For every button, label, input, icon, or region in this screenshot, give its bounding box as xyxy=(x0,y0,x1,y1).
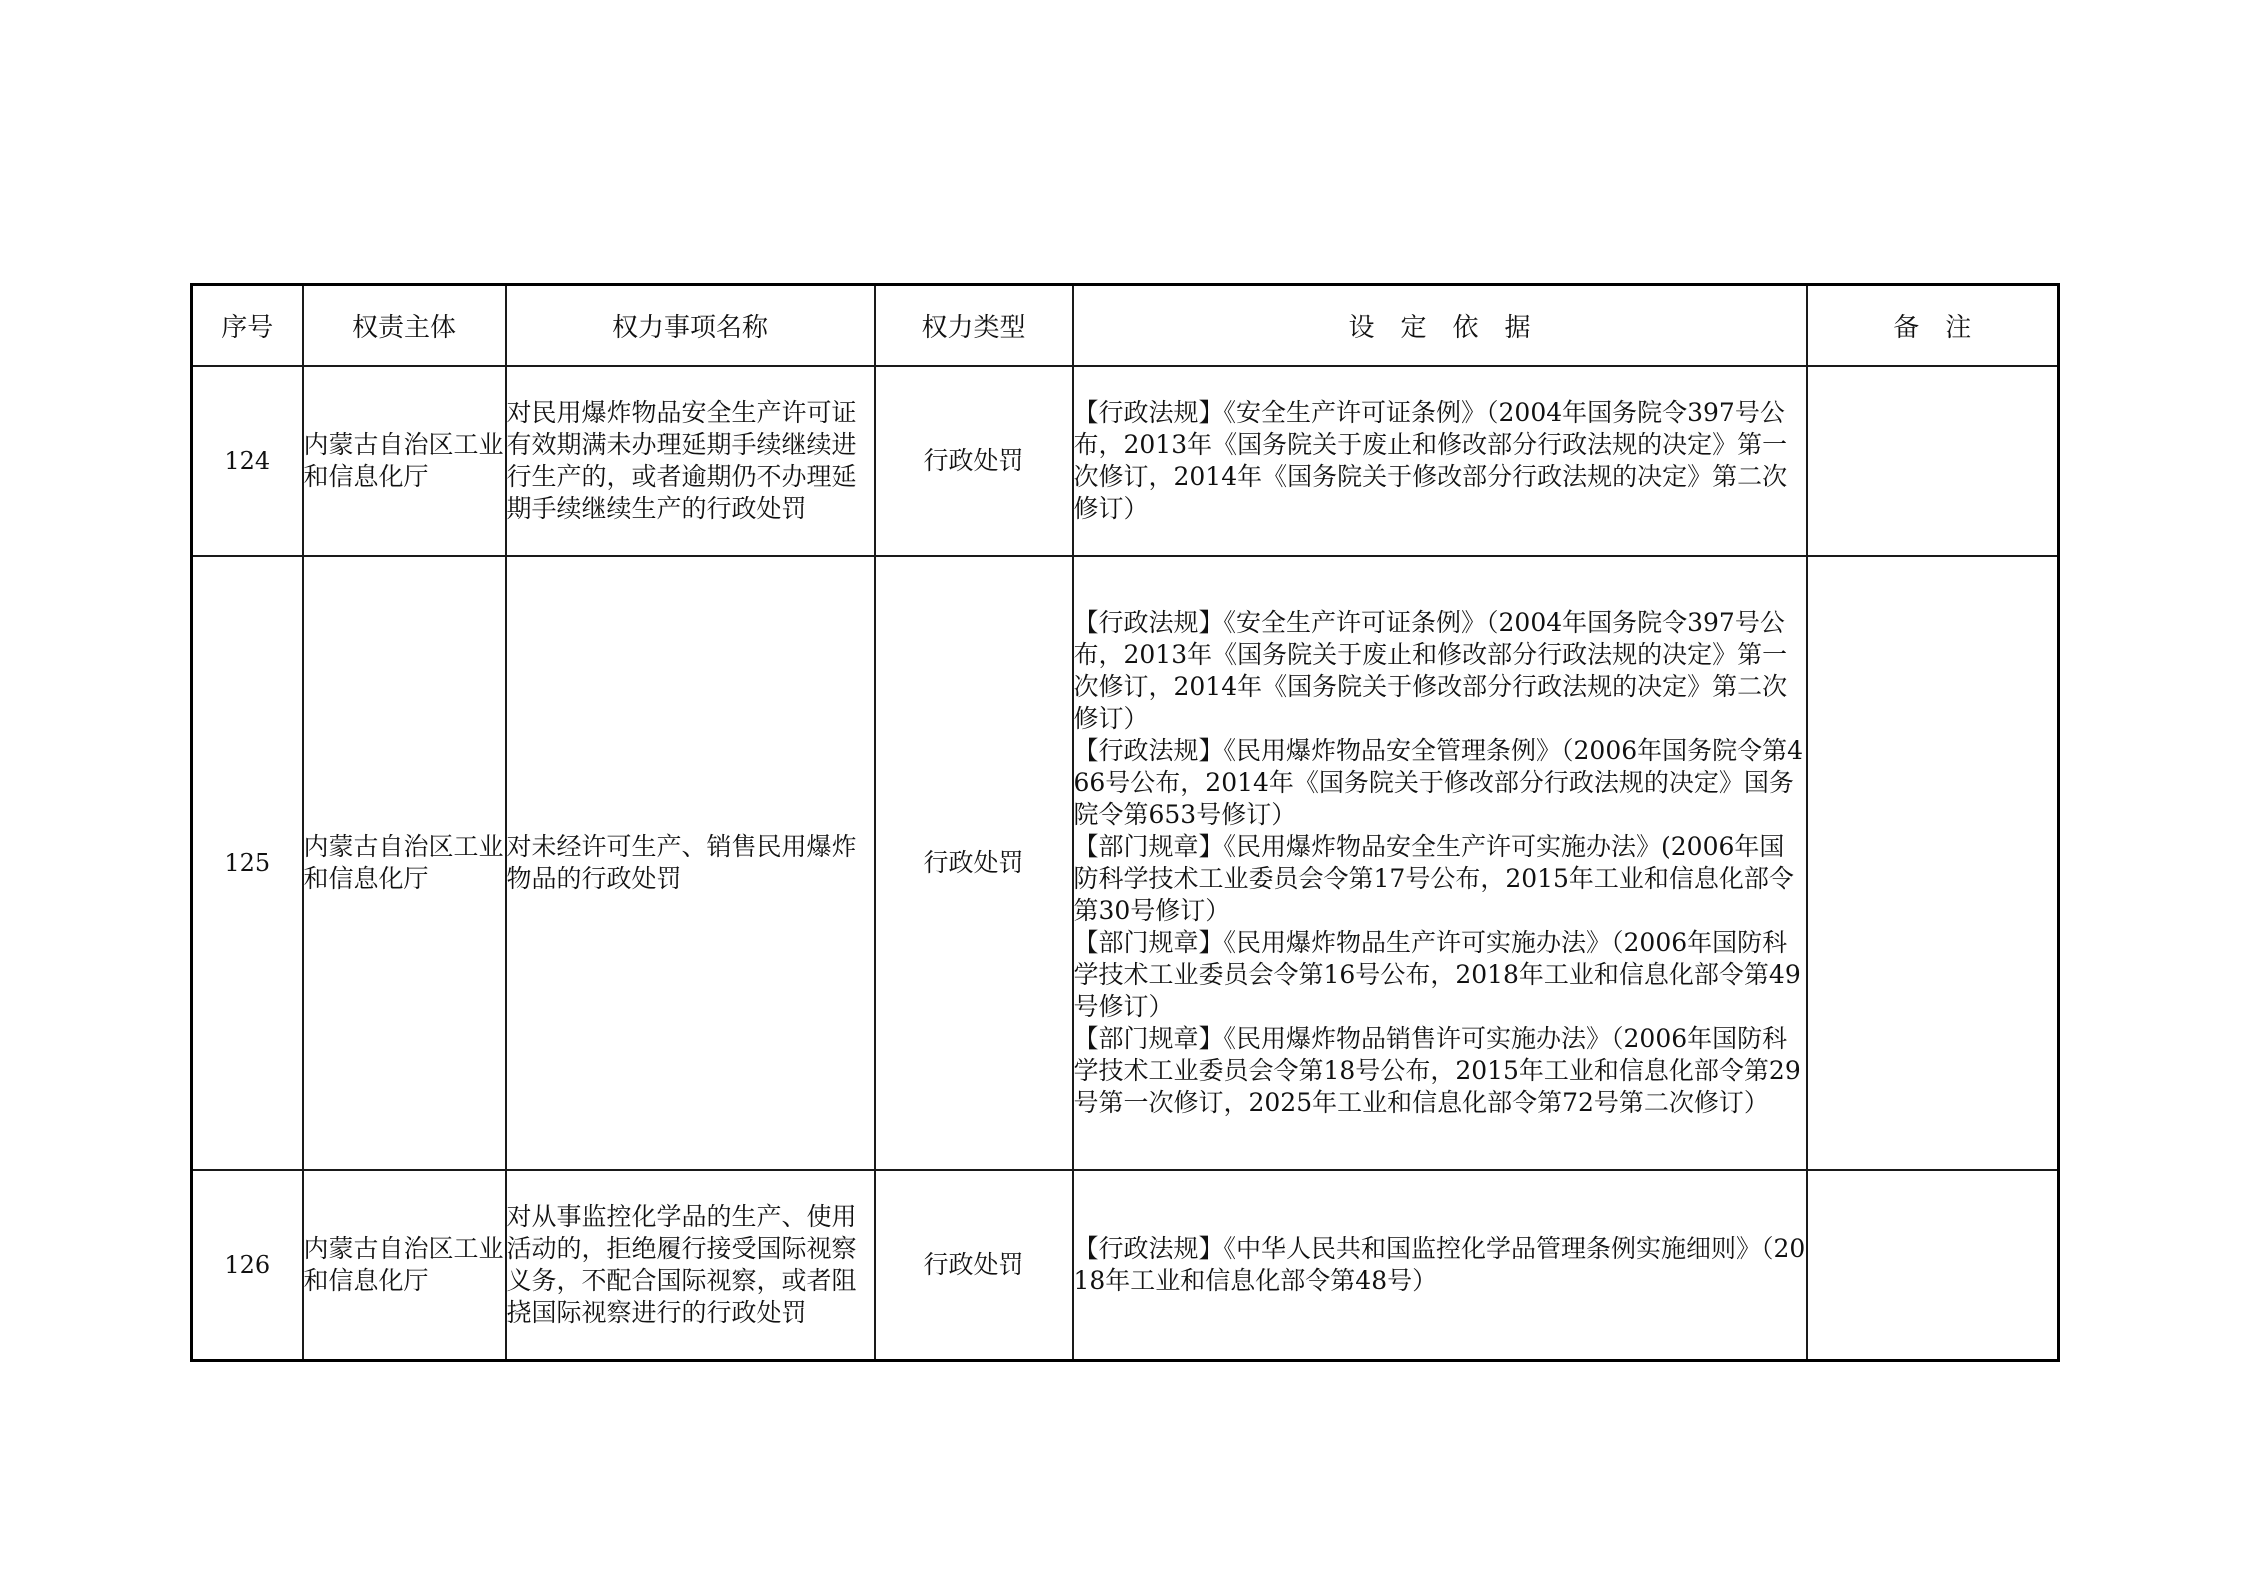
row-power-type: 行政处罚 xyxy=(875,556,1073,1170)
basis-entry: 【行政法规】《安全生产许可证条例》（2004年国务院令397号公布，2013年《国务院关于废止和修改部分行政法规的决定》第一次修订，2014年《国务院关于修改部分行政法规的决定》第二次修订） xyxy=(1073,608,1788,733)
basis-entry: 【部门规章】《民用爆炸物品销售许可实施办法》（2006年国防科学技术工业委员会令第18号公布，2015年工业和信息化部令第29号第一次修订，2025年工业和信息化部令第72号第二次修订） xyxy=(1073,1024,1801,1117)
row-agency: 内蒙古自治区工业和信息化厅 xyxy=(303,1170,506,1360)
header-power-type: 权力类型 xyxy=(875,285,1073,367)
header-agency: 权责主体 xyxy=(303,285,506,367)
row-basis xyxy=(1073,1170,1807,1360)
row-item-name: 对民用爆炸物品安全生产许可证有效期满未办理延期手续继续进行生产的，或者逾期仍不办理延期手续继续生产的行政处罚 xyxy=(506,366,875,556)
header-seq: 序号 xyxy=(192,285,303,367)
table-row xyxy=(192,1170,2059,1360)
row-remark xyxy=(1807,366,2059,556)
row-item-name: 对未经许可生产、销售民用爆炸物品的行政处罚 xyxy=(506,556,875,1170)
table-row xyxy=(192,556,2059,1170)
row-agency: 内蒙古自治区工业和信息化厅 xyxy=(303,556,506,1170)
basis-entry: 【部门规章】《民用爆炸物品生产许可实施办法》（2006年国防科学技术工业委员会令第16号公布，2018年工业和信息化部令第49号修订） xyxy=(1073,928,1801,1021)
basis-entry: 【行政法规】《中华人民共和国监控化学品管理条例实施细则》（2018年工业和信息化部令第48号） xyxy=(1073,1233,1806,1295)
table-row xyxy=(192,366,2059,556)
row-power-type: 行政处罚 xyxy=(875,366,1073,556)
row-seq: 126 xyxy=(192,1170,303,1360)
basis-entry: 【部门规章】《民用爆炸物品安全生产许可实施办法》(2006年国防科学技术工业委员会令第17号公布，2015年工业和信息化部令第30号修订） xyxy=(1073,832,1794,925)
header-item: 权力事项名称 xyxy=(506,285,875,367)
header-basis: 设 定 依 据 xyxy=(1073,285,1807,367)
table-header-row xyxy=(192,285,2059,367)
power-list-table xyxy=(190,283,2060,1362)
row-agency: 内蒙古自治区工业和信息化厅 xyxy=(303,366,506,556)
row-item-name: 对从事监控化学品的生产、使用活动的，拒绝履行接受国际视察义务，不配合国际视察，或者阻挠国际视察进行的行政处罚 xyxy=(506,1170,875,1360)
row-remark xyxy=(1807,556,2059,1170)
row-basis xyxy=(1073,556,1807,1170)
row-power-type: 行政处罚 xyxy=(875,1170,1073,1360)
row-seq: 125 xyxy=(192,556,303,1170)
row-seq: 124 xyxy=(192,366,303,556)
row-basis xyxy=(1073,366,1807,556)
basis-entry: 【行政法规】《民用爆炸物品安全管理条例》（2006年国务院令第466号公布，2014年《国务院关于修改部分行政法规的决定》国务院令第653号修订） xyxy=(1073,736,1804,829)
header-remark: 备 注 xyxy=(1807,285,2059,367)
row-remark xyxy=(1807,1170,2059,1360)
basis-entry: 【行政法规】《安全生产许可证条例》（2004年国务院令397号公布，2013年《国务院关于废止和修改部分行政法规的决定》第一次修订，2014年《国务院关于修改部分行政法规的决定》第二次修订） xyxy=(1073,398,1788,523)
